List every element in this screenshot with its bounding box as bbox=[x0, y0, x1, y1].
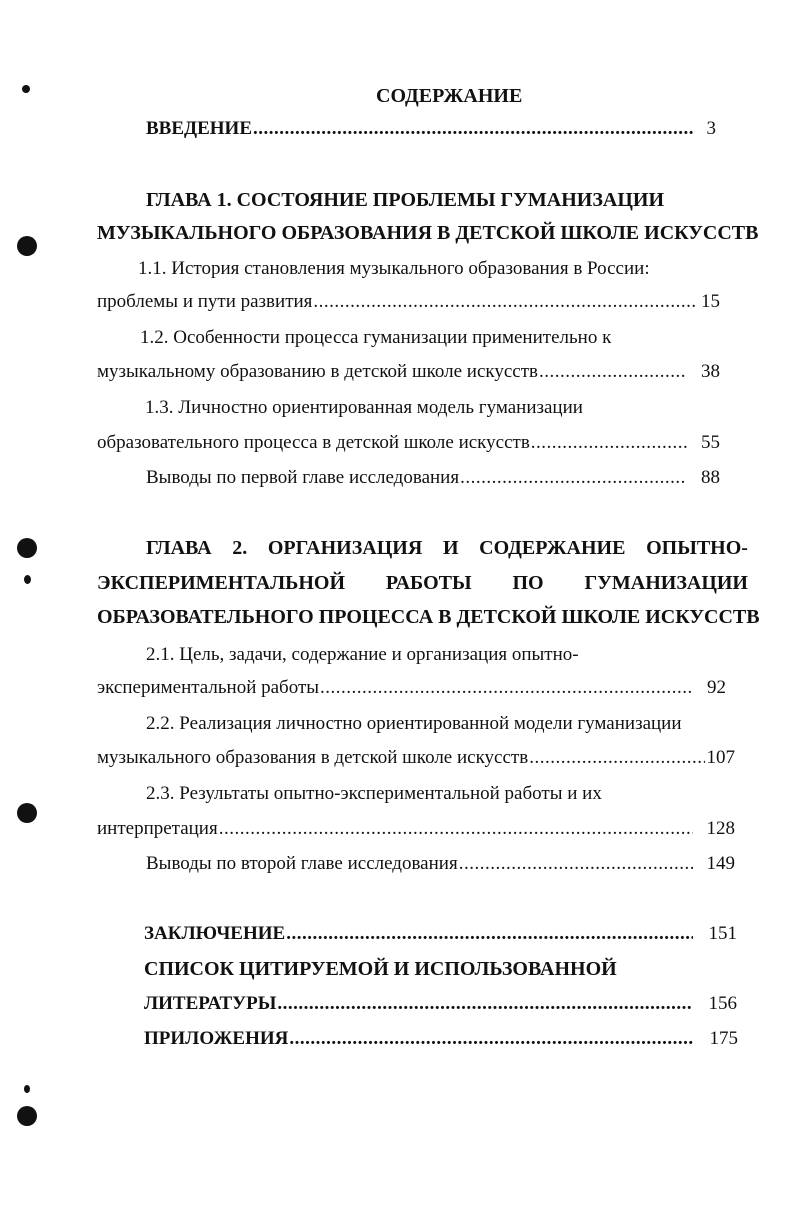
toc-section-2-3-page: 128 bbox=[706, 818, 735, 839]
heading-word: РАБОТЫ bbox=[385, 572, 472, 594]
toc-section-2-3-line1: 2.3. Результаты опытно-экспериментальной работы и их bbox=[146, 783, 602, 804]
toc-section-1-1 bbox=[97, 290, 720, 314]
toc-section-2-1-line2: экспериментальной работы bbox=[97, 677, 320, 698]
toc-chapter1-conclusion-page: 88 bbox=[701, 467, 720, 488]
toc-section-1-2 bbox=[97, 360, 720, 384]
toc-chapter2-conclusion bbox=[146, 852, 735, 876]
binder-hole-mark bbox=[24, 1085, 30, 1093]
chapter2-heading-line3: ОБРАЗОВАТЕЛЬНОГО ПРОЦЕССА В ДЕТСКОЙ ШКОЛЕ ИСКУССТВ bbox=[97, 606, 760, 628]
dot-leader bbox=[313, 290, 695, 314]
chapter1-heading-line2: МУЗЫКАЛЬНОГО ОБРАЗОВАНИЯ В ДЕТСКОЙ ШКОЛЕ ИСКУССТВ bbox=[97, 222, 759, 244]
heading-word: ОРГАНИЗАЦИЯ bbox=[267, 537, 423, 559]
dot-leader bbox=[320, 676, 693, 700]
toc-intro bbox=[146, 117, 716, 141]
toc-conclusion-label: ЗАКЛЮЧЕНИЕ bbox=[144, 923, 286, 944]
toc-intro-label: ВВЕДЕНИЕ bbox=[146, 118, 252, 139]
toc-references bbox=[144, 992, 737, 1016]
toc-section-1-2-line1: 1.2. Особенности процесса гуманизации применительно к bbox=[140, 327, 612, 348]
toc-references-line2: ЛИТЕРАТУРЫ bbox=[144, 993, 277, 1014]
chapter2-heading-line1 bbox=[146, 536, 748, 560]
heading-word: 2. bbox=[232, 537, 248, 559]
toc-section-2-3 bbox=[97, 817, 735, 841]
dot-leader bbox=[460, 466, 687, 490]
binder-hole-mark bbox=[24, 575, 31, 584]
page-title: СОДЕРЖАНИЕ bbox=[376, 85, 523, 107]
toc-references-page: 156 bbox=[708, 993, 737, 1014]
binder-hole-mark bbox=[22, 85, 30, 93]
toc-section-1-3-line2: образовательного процесса в детской школе искусств bbox=[97, 432, 530, 453]
dot-leader bbox=[219, 817, 693, 841]
toc-chapter1-conclusion bbox=[146, 466, 720, 490]
heading-word: ЭКСПЕРИМЕНТАЛЬНОЙ bbox=[97, 572, 346, 594]
dot-leader bbox=[529, 746, 704, 770]
toc-section-2-1-line1: 2.1. Цель, задачи, содержание и организация опытно- bbox=[146, 644, 579, 665]
heading-word: И bbox=[442, 537, 459, 559]
dot-leader bbox=[531, 431, 687, 455]
toc-section-1-2-page: 38 bbox=[701, 361, 720, 382]
toc-conclusion-page: 151 bbox=[708, 923, 737, 944]
dot-leader bbox=[253, 117, 695, 141]
toc-section-1-3-page: 55 bbox=[701, 432, 720, 453]
toc-chapter1-conclusion-label: Выводы по первой главе исследования bbox=[146, 467, 460, 488]
toc-section-1-1-page: 15 bbox=[701, 291, 720, 312]
toc-section-1-2-line2: музыкальному образованию в детской школе искусств bbox=[97, 361, 538, 382]
binder-hole-mark bbox=[17, 538, 37, 558]
dot-leader bbox=[286, 922, 692, 946]
binder-hole-mark bbox=[17, 803, 37, 823]
dot-leader bbox=[539, 360, 687, 384]
toc-section-2-1-page: 92 bbox=[707, 677, 726, 698]
toc-references-line1: СПИСОК ЦИТИРУЕМОЙ И ИСПОЛЬЗОВАННОЙ bbox=[144, 958, 617, 980]
toc-section-2-2-line2: музыкального образования в детской школе искусств bbox=[97, 747, 529, 768]
toc-section-2-3-line2: интерпретация bbox=[97, 818, 218, 839]
toc-chapter2-conclusion-page: 149 bbox=[706, 853, 735, 874]
toc-appendix-label: ПРИЛОЖЕНИЯ bbox=[144, 1028, 289, 1049]
toc-section-1-3 bbox=[97, 431, 720, 455]
dot-leader bbox=[459, 852, 693, 876]
toc-appendix-page: 175 bbox=[709, 1028, 738, 1049]
binder-hole-mark bbox=[17, 1106, 37, 1126]
toc-section-2-2 bbox=[97, 746, 735, 770]
toc-section-1-1-line2: проблемы и пути развития bbox=[97, 291, 313, 312]
toc-intro-page: 3 bbox=[706, 118, 716, 139]
chapter1-heading-line1: ГЛАВА 1. СОСТОЯНИЕ ПРОБЛЕМЫ ГУМАНИЗАЦИИ bbox=[146, 189, 664, 211]
heading-word: ГУМАНИЗАЦИИ bbox=[584, 572, 748, 594]
heading-word: ОПЫТНО- bbox=[646, 537, 748, 559]
heading-word: ПО bbox=[512, 572, 544, 594]
toc-section-2-2-line1: 2.2. Реализация личностно ориентированной модели гуманизации bbox=[146, 713, 682, 734]
heading-word: СОДЕРЖАНИЕ bbox=[479, 537, 626, 559]
toc-section-2-1 bbox=[97, 676, 726, 700]
binder-hole-mark bbox=[17, 236, 37, 256]
chapter2-heading-line2 bbox=[97, 571, 748, 595]
dot-leader bbox=[289, 1027, 693, 1051]
toc-chapter2-conclusion-label: Выводы по второй главе исследования bbox=[146, 853, 458, 874]
heading-word: ГЛАВА bbox=[146, 537, 212, 559]
toc-section-1-3-line1: 1.3. Личностно ориентированная модель гуманизации bbox=[145, 397, 583, 418]
toc-conclusion bbox=[144, 922, 737, 946]
dot-leader bbox=[277, 992, 692, 1016]
toc-appendix bbox=[144, 1027, 738, 1051]
toc-section-2-2-page: 107 bbox=[706, 747, 735, 768]
toc-section-1-1-line1: 1.1. История становления музыкального образования в России: bbox=[138, 258, 650, 279]
